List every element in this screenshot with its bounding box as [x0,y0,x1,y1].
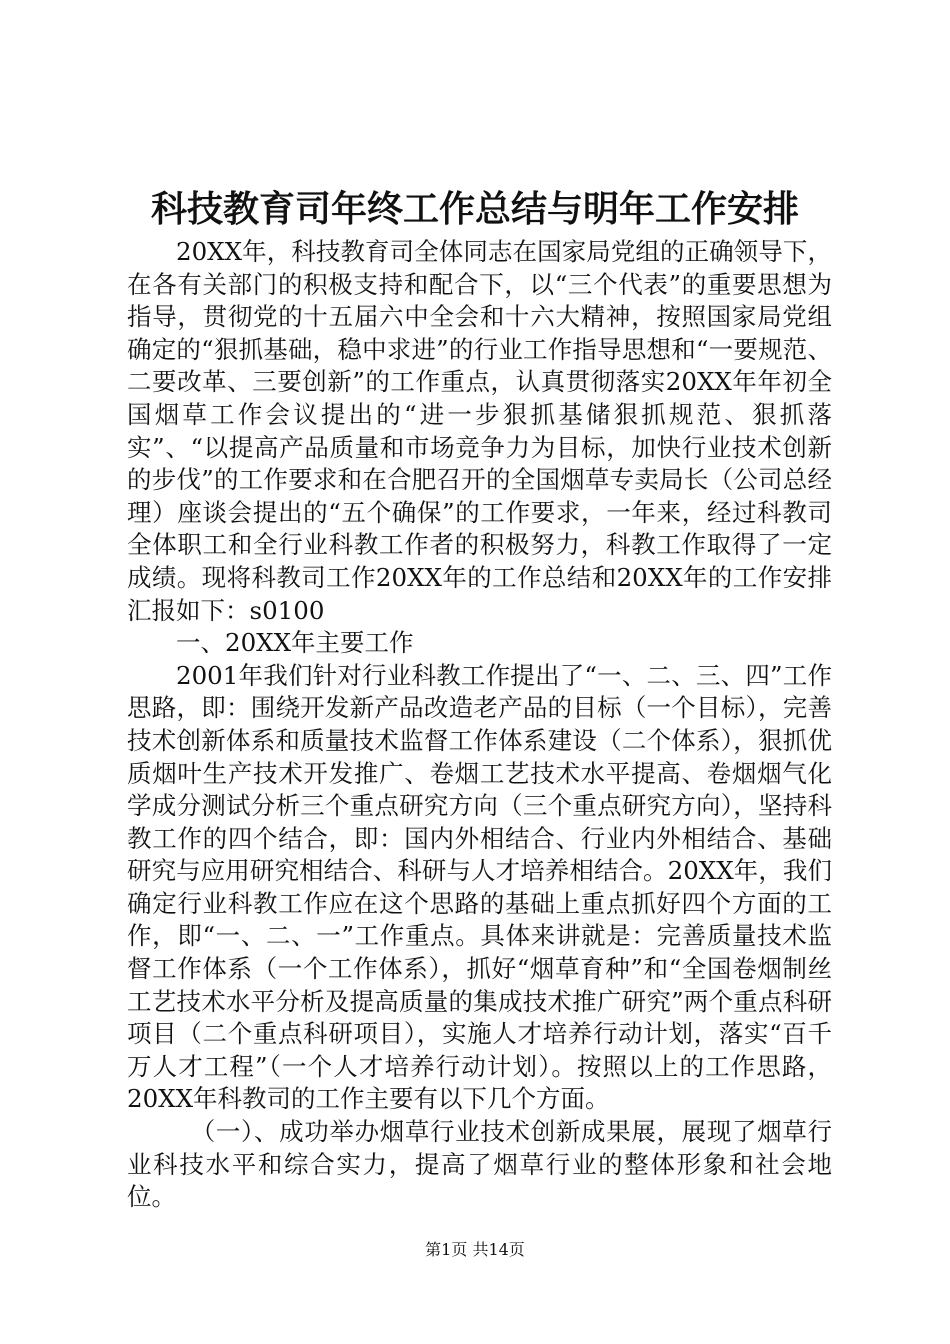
intro-paragraph: 20XX年，科技教育司全体同志在国家局党组的正确领导下，在各有关部门的积极支持和配合下，以“三个代表”的重要思想为指导，贯彻党的十五届六中全会和十六大精神，按照国家局党组确定的“狠抓基础，稳中求进”的行业工作指导思想和“一要规范、二要改革、三要创新”的工作重点，认真贯彻落实20XX年年初全国烟草工作会议提出的“进一步狠抓基储狠抓规范、狠抓落实”、“以提高产品质量和市场竞争力为目标，加快行业技术创新的步伐”的工作要求和在合肥召开的全国烟草专卖局长（公司总经理）座谈会提出的“五个确保”的工作要求，一年来，经过科教司全体职工和全行业科教工作者的积极努力，科教工作取得了一定成绩。现将科教司工作20XX年的工作总结和20XX年的工作安排汇报如下：s0100 [127,237,832,625]
document-body [127,236,832,1214]
subsection-paragraph: （一）、成功举办烟草行业技术创新成果展，展现了烟草行业科技水平和综合实力，提高了烟草行业的整体形象和社会地位。 [127,1117,832,1212]
document-title: 科技教育司年终工作总结与明年工作安排 [150,188,799,230]
section-heading: 一、20XX年主要工作 [176,628,414,658]
page-footer: 第1页 共14页 [425,1240,525,1259]
work-summary-paragraph: 2001年我们针对行业科教工作提出了“一、二、三、四”工作思路，即：围绕开发新产品改造老产品的目标（一个目标），完善技术创新体系和质量技术监督工作体系建设（二个体系），狠抓优质烟叶生产技术开发推广、卷烟工艺技术水平提高、卷烟烟气化学成分测试分析三个重点研究方向（三个重点研究方向），坚持科教工作的四个结合，即：国内外相结合、行业内外相结合、基础研究与应用研究相结合、科研与人才培养相结合。20XX年，我们确定行业科教工作应在这个思路的基础上重点抓好四个方面的工作，即“一、二、一”工作重点。具体来讲就是：完善质量技术监督工作体系（一个工作体系），抓好“烟草育种”和“全国卷烟制丝工艺技术水平分析及提高质量的集成技术推广研究”两个重点科研项目（二个重点科研项目），实施人才培养行动计划，落实“百千万人才工程”（一个人才培养行动计划）。按照以上的工作思路，20XX年科教司的工作主要有以下几个方面。 [127,660,832,1114]
